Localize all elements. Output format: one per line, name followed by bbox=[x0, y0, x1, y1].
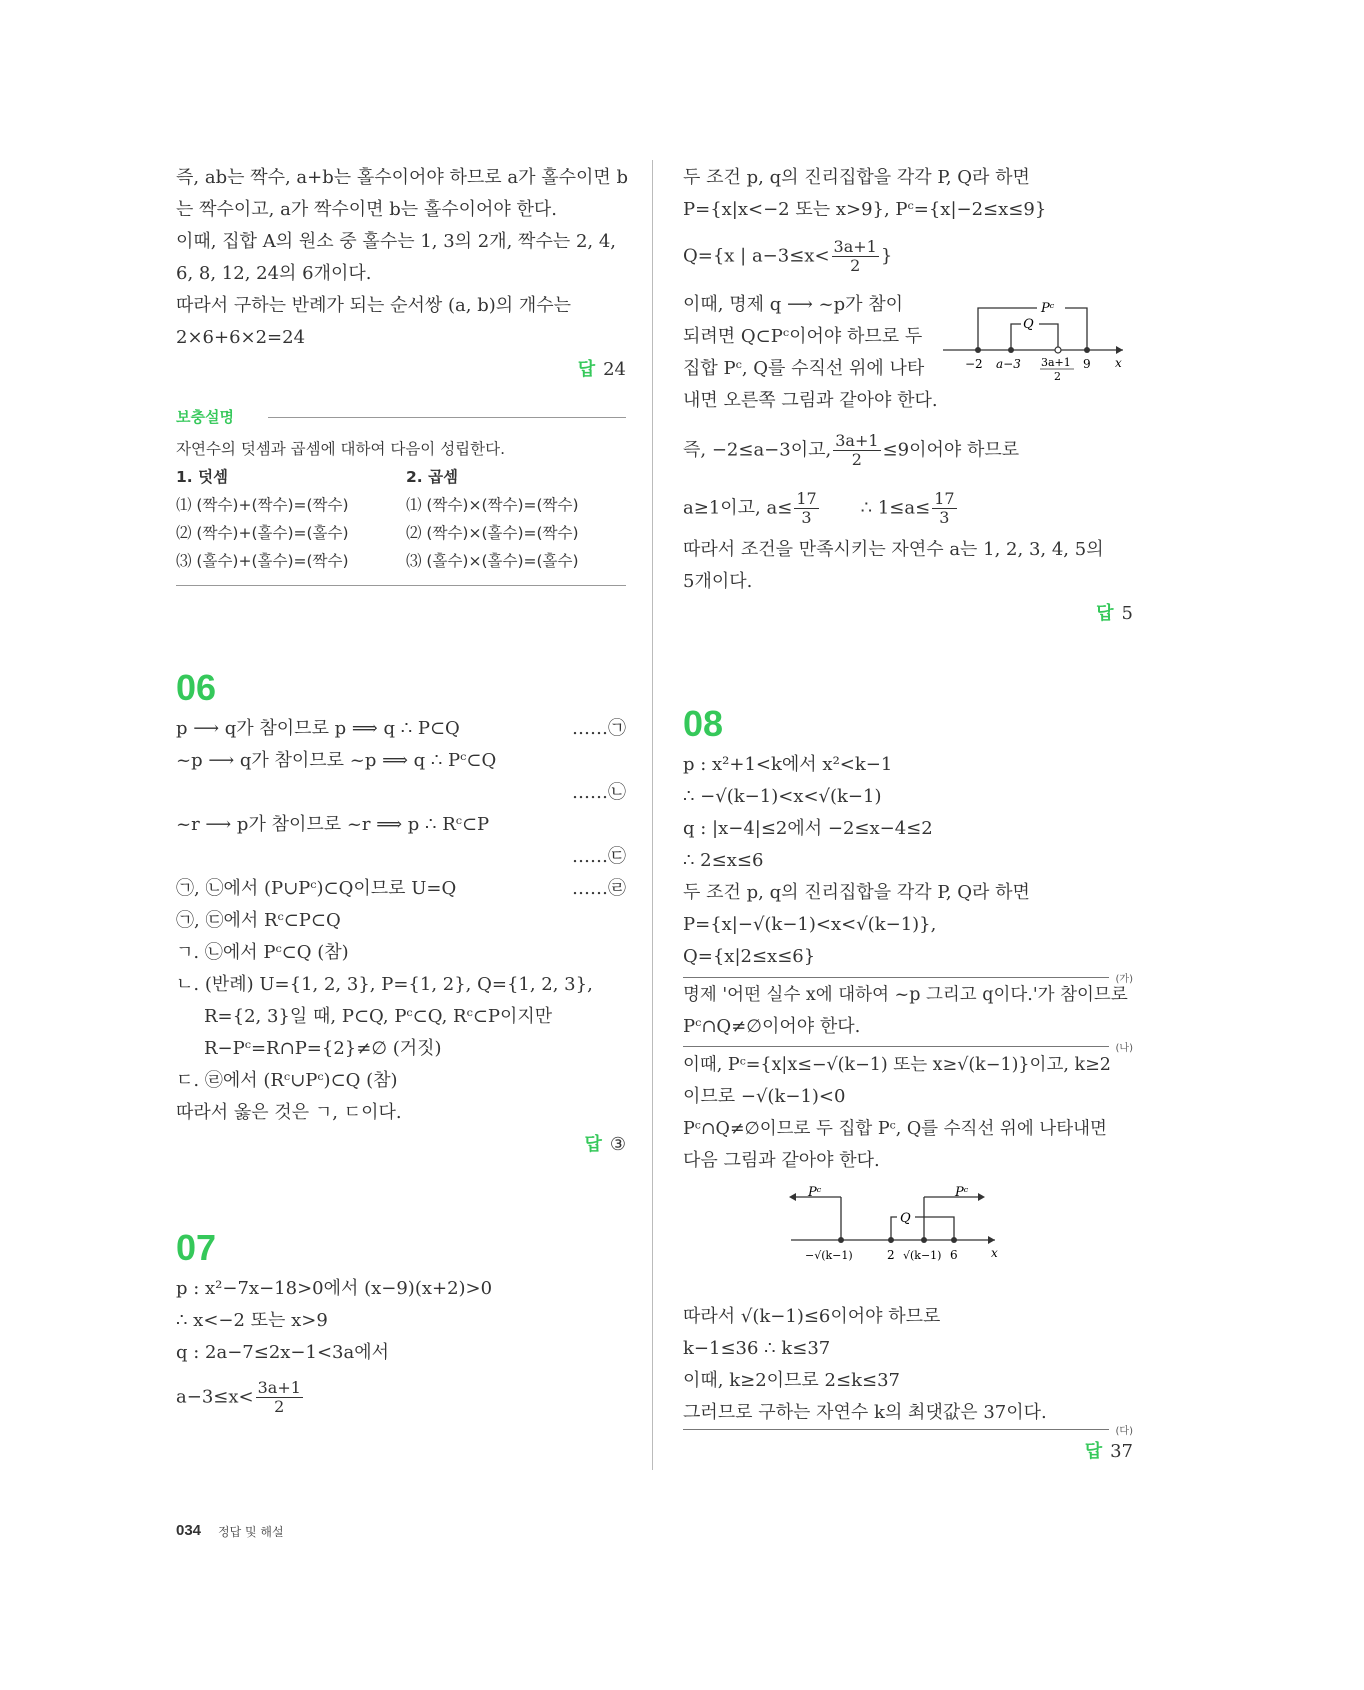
text-line: p ⟶ q가 참이므로 p ⟹ q ∴ P⊂Q bbox=[176, 718, 460, 739]
supplement-add-item: ⑶ (홀수)+(홀수)=(짝수) bbox=[176, 552, 349, 570]
label-pc-left: Pᶜ bbox=[808, 1185, 822, 1200]
expr-prefix: 즉, −2≤a−3이고, bbox=[683, 439, 832, 461]
answer-value: 37 bbox=[1110, 1441, 1133, 1462]
text-line: ∴ −√(k−1)<x<√(k−1) bbox=[683, 786, 882, 807]
text-line: Pᶜ∩Q≠∅이므로 두 집합 Pᶜ, Q를 수직선 위에 나타내면 bbox=[683, 1119, 1107, 1139]
answer-label: 답 bbox=[584, 1134, 602, 1155]
answer-06 bbox=[584, 1133, 626, 1157]
fraction-denominator: 3 bbox=[939, 508, 950, 527]
text-line: 이때, Pᶜ={x|x≤−√(k−1) 또는 x≥√(k−1)}이고, k≥2 bbox=[683, 1055, 1111, 1075]
point-root bbox=[921, 1237, 927, 1243]
fraction-denominator: 2 bbox=[851, 450, 862, 469]
answer-08 bbox=[1085, 1440, 1133, 1464]
point-minus2 bbox=[975, 347, 981, 353]
number-line-figure-08 bbox=[783, 1185, 1013, 1265]
pc-right-arrow bbox=[978, 1193, 985, 1201]
point-a-minus3 bbox=[1008, 347, 1014, 353]
point-6 bbox=[951, 1237, 957, 1243]
text-line: p : x²−7x−18>0에서 (x−9)(x+2)>0 bbox=[176, 1278, 493, 1299]
expr-suffix: } bbox=[880, 245, 893, 267]
text-line bbox=[683, 432, 1019, 469]
supplement-mul-item: ⑵ (짝수)×(홀수)=(짝수) bbox=[406, 524, 579, 542]
underline-rule bbox=[683, 1046, 1109, 1047]
tick-label: 2 bbox=[887, 1248, 895, 1262]
supplement-add-item: ⑴ (짝수)+(짝수)=(짝수) bbox=[176, 496, 349, 514]
text-line: P={x|x<−2 또는 x>9}, Pᶜ={x|−2≤x≤9} bbox=[683, 199, 1047, 220]
fraction bbox=[832, 238, 879, 275]
fraction-denominator: 2 bbox=[850, 256, 861, 275]
text-line: 명제 '어떤 실수 x에 대하여 ~p 그리고 q이다.'가 참이므로 bbox=[683, 985, 1128, 1005]
text-line: ~p ⟶ q가 참이므로 ~p ⟹ q ∴ Pᶜ⊂Q bbox=[176, 750, 497, 771]
fraction-numerator: 17 bbox=[796, 489, 817, 508]
point-9 bbox=[1084, 347, 1090, 353]
text-line: 되려면 Q⊂Pᶜ이어야 하므로 두 bbox=[683, 326, 923, 347]
text-line: R−Pᶜ=R∩P={2}≠∅ (거짓) bbox=[204, 1038, 442, 1059]
page-number: 034 bbox=[176, 1522, 202, 1539]
tick-label: √(k−1) bbox=[903, 1249, 942, 1262]
answer-label: 답 bbox=[1084, 1441, 1103, 1462]
fraction bbox=[932, 490, 956, 527]
axis-label-x: x bbox=[1115, 356, 1122, 370]
point-frac bbox=[1055, 347, 1061, 353]
tick-label: a−3 bbox=[996, 357, 1021, 371]
text-line: ㄴ. (반례) U={1, 2, 3}, P={1, 2}, Q={1, 2, 3}, bbox=[176, 974, 593, 995]
text-line: ∴ 2≤x≤6 bbox=[683, 850, 764, 871]
text-line: Pᶜ∩Q≠∅이어야 한다. bbox=[683, 1016, 861, 1037]
text-line: 다음 그림과 같아야 한다. bbox=[683, 1150, 880, 1171]
marker: ……㉡ bbox=[572, 782, 626, 803]
label-q: Q bbox=[1023, 317, 1034, 332]
fraction bbox=[833, 432, 880, 469]
expr-suffix: ≤9이어야 하므로 bbox=[882, 439, 1020, 461]
question-number-06: 06 bbox=[176, 667, 217, 708]
answer-05 bbox=[578, 358, 626, 382]
answer-value: ③ bbox=[609, 1134, 626, 1155]
footer-title: 정답 및 해설 bbox=[218, 1525, 284, 1539]
tag-da: (다) bbox=[1115, 1426, 1133, 1437]
fraction-denominator: 2 bbox=[274, 1397, 285, 1416]
number-line-figure-07 bbox=[943, 288, 1128, 383]
text-line: 그러므로 구하는 자연수 k의 최댓값은 37이다. bbox=[683, 1402, 1047, 1423]
supplement-mul-item: ⑴ (짝수)×(짝수)=(짝수) bbox=[406, 496, 579, 514]
tick-label: 3a+1 bbox=[1041, 356, 1071, 369]
underline-rule bbox=[683, 1429, 1109, 1430]
answer-label: 답 bbox=[577, 359, 596, 380]
text-line: ∴ x<−2 또는 x>9 bbox=[176, 1310, 328, 1331]
label-pc: Pᶜ bbox=[1041, 301, 1055, 316]
point-neg-root bbox=[838, 1237, 844, 1243]
question-number-08: 08 bbox=[683, 703, 724, 744]
answer-label: 답 bbox=[1096, 603, 1114, 624]
expr-prefix: Q={x | a−3≤x< bbox=[683, 245, 830, 267]
text-line: ㉠, ㉢에서 Rᶜ⊂P⊂Q bbox=[176, 910, 341, 931]
axis-arrow bbox=[1116, 346, 1123, 354]
text-line: 이므로 −√(k−1)<0 bbox=[683, 1086, 846, 1107]
text-line: 5개이다. bbox=[683, 571, 753, 592]
axis-label-x: x bbox=[991, 1246, 998, 1260]
label-q: Q bbox=[900, 1211, 911, 1226]
expr-prefix: a≥1이고, a≤ bbox=[683, 497, 793, 519]
supplement-add-title: 1. 덧셈 bbox=[176, 468, 229, 486]
marker: ……㉢ bbox=[572, 846, 626, 867]
fraction-numerator: 3a+1 bbox=[257, 1378, 301, 1397]
supplement-rule bbox=[268, 417, 626, 418]
text-line: 이때, k≥2이므로 2≤k≤37 bbox=[683, 1370, 900, 1391]
text-line bbox=[683, 238, 892, 275]
tick-label: 6 bbox=[950, 1248, 958, 1262]
supplement-mul-title: 2. 곱셈 bbox=[406, 468, 459, 486]
text-line: 는 짝수이고, a가 짝수이면 b는 홀수이어야 한다. bbox=[176, 199, 558, 220]
expr-prefix: a−3≤x< bbox=[176, 1386, 254, 1408]
tick-label: 2 bbox=[1054, 370, 1061, 383]
marker: ……㉠ bbox=[572, 718, 626, 739]
tag-na: (나) bbox=[1115, 1043, 1133, 1054]
text-line: 집합 Pᶜ, Q를 수직선 위에 나타 bbox=[683, 358, 925, 379]
text-line: 내면 오른쪽 그림과 같아야 한다. bbox=[683, 390, 938, 411]
text-line: k−1≤36 ∴ k≤37 bbox=[683, 1338, 831, 1359]
tick-label: −2 bbox=[965, 357, 983, 371]
text-line: 이때, 집합 A의 원소 중 홀수는 1, 3의 2개, 짝수는 2, 4, bbox=[176, 231, 617, 252]
text-line: Q={x|2≤x≤6} bbox=[683, 946, 816, 967]
fraction-numerator: 3a+1 bbox=[835, 431, 879, 450]
text-line: ㉠, ㉡에서 (P∪Pᶜ)⊂Q이므로 U=Q bbox=[176, 878, 457, 899]
fraction-numerator: 17 bbox=[934, 489, 955, 508]
text-line: 따라서 구하는 반례가 되는 순서쌍 (a, b)의 개수는 bbox=[176, 295, 572, 316]
text-line: 따라서 √(k−1)≤6이어야 하므로 bbox=[683, 1306, 941, 1327]
text-line: 6, 8, 12, 24의 6개이다. bbox=[176, 263, 372, 284]
text-line: 두 조건 p, q의 진리집합을 각각 P, Q라 하면 bbox=[683, 882, 1030, 903]
text-line: 두 조건 p, q의 진리집합을 각각 P, Q라 하면 bbox=[683, 167, 1030, 188]
answer-value: 24 bbox=[603, 359, 626, 380]
text-line: 이때, 명제 q ⟶ ~p가 참이 bbox=[683, 294, 903, 315]
text-line: 즉, ab는 짝수, a+b는 홀수이어야 하므로 a가 홀수이면 b bbox=[176, 167, 629, 188]
text-line: p : x²+1<k에서 x²<k−1 bbox=[683, 754, 893, 775]
pc-left-arrow bbox=[789, 1193, 796, 1201]
fraction bbox=[256, 1379, 303, 1416]
text-line: ~r ⟶ p가 참이므로 ~r ⟹ p ∴ Rᶜ⊂P bbox=[176, 814, 490, 835]
answer-07 bbox=[1096, 602, 1133, 626]
text-line: ㄷ. ㉣에서 (Rᶜ∪Pᶜ)⊂Q (참) bbox=[176, 1070, 398, 1091]
text-line: q : 2a−7≤2x−1<3a에서 bbox=[176, 1342, 390, 1363]
fraction bbox=[794, 490, 818, 527]
tag-ga: (가) bbox=[1115, 974, 1133, 985]
supplement-add-item: ⑵ (짝수)+(홀수)=(홀수) bbox=[176, 524, 349, 542]
text-line bbox=[176, 1379, 305, 1416]
expr-mid: ∴ 1≤a≤ bbox=[860, 497, 931, 519]
text-line: 2×6+6×2=24 bbox=[176, 327, 306, 348]
text-line bbox=[683, 490, 959, 527]
axis-arrow bbox=[988, 1236, 995, 1244]
label-pc-right: Pᶜ bbox=[955, 1185, 969, 1200]
text-line: ㄱ. ㉡에서 Pᶜ⊂Q (참) bbox=[176, 942, 349, 963]
supplement-bottom-rule bbox=[176, 585, 626, 586]
fraction-numerator: 3a+1 bbox=[833, 237, 877, 256]
text-line: 따라서 옳은 것은 ㄱ, ㄷ이다. bbox=[176, 1102, 402, 1123]
supplement-mul-item: ⑶ (홀수)×(홀수)=(홀수) bbox=[406, 552, 579, 570]
supplement-intro: 자연수의 덧셈과 곱셈에 대하여 다음이 성립한다. bbox=[176, 440, 506, 458]
marker: ……㉣ bbox=[572, 878, 626, 899]
answer-value: 5 bbox=[1121, 603, 1133, 624]
column-divider bbox=[652, 160, 653, 1470]
point-2 bbox=[888, 1237, 894, 1243]
tick-label: −√(k−1) bbox=[805, 1249, 853, 1262]
text-line: q : |x−4|≤2에서 −2≤x−4≤2 bbox=[683, 818, 933, 839]
supplement-title: 보충설명 bbox=[176, 408, 234, 426]
tick-label: 9 bbox=[1083, 357, 1091, 371]
question-number-07: 07 bbox=[176, 1227, 217, 1268]
text-line: R={2, 3}일 때, P⊂Q, Pᶜ⊂Q, Rᶜ⊂P이지만 bbox=[204, 1006, 553, 1027]
fraction-denominator: 3 bbox=[801, 508, 812, 527]
text-line: P={x|−√(k−1)<x<√(k−1)}, bbox=[683, 914, 937, 935]
underline-rule bbox=[683, 977, 1109, 978]
text-line: 따라서 조건을 만족시키는 자연수 a는 1, 2, 3, 4, 5의 bbox=[683, 539, 1104, 560]
